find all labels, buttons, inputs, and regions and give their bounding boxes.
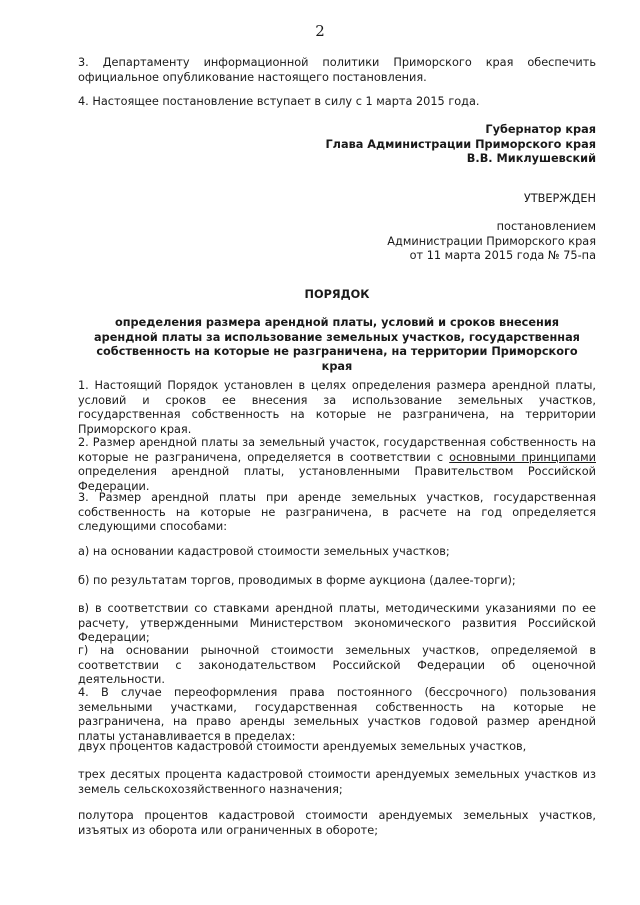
signature-title: Губернатор края — [485, 123, 596, 136]
limit-3: полутора процентов кадастровой стоимости арендуемых земельных участков, изъятых из оборота или ограниченных в обороте; — [78, 809, 596, 837]
page-number: 2 — [315, 22, 325, 40]
paragraph-4: 4. Настоящее постановление вступает в силу с 1 марта 2015 года. — [78, 95, 480, 108]
item-2 — [78, 436, 596, 494]
limit-1: двух процентов кадастровой стоимости арендуемых земельных участков, — [78, 740, 527, 753]
document-subtitle: определения размера арендной платы, условий и сроков внесения арендной платы за использование земельных участков, государственная собственность на которые не разграничена, на территории Приморского края — [94, 316, 580, 373]
item-4: 4. В случае переоформления права постоянного (бессрочного) пользования земельными участками, государственная собственность на которые не разграничена, на право аренды земельных участков годовой размер арендной платы устанавливается в пределах: — [78, 686, 596, 743]
item-3: 3. Размер арендной платы при аренде земельных участков, государственная собственность на которые не разграничена, в расчете на год определяется следующими способами: — [78, 491, 596, 534]
approved-label: УТВЕРЖДЕН — [523, 192, 596, 205]
signature-position: Глава Администрации Приморского края — [325, 137, 596, 151]
item-3-a: а) на основании кадастровой стоимости земельных участков; — [78, 545, 450, 558]
item-2-text-end: определения арендной платы, установленными Правительством Российской Федерации. — [78, 465, 596, 493]
signature-name: В.В. Миклушевский — [466, 152, 596, 166]
item-1: 1. Настоящий Порядок установлен в целях определения размера арендной платы, условий и сроков ее внесения за использование земельных участков, государственная собственность на которые не разграничена, на территории Приморского края. — [78, 379, 596, 436]
approval-line-1: постановлением — [496, 220, 596, 233]
item-3-b: б) по результатам торгов, проводимых в форме аукциона (далее-торги); — [78, 574, 516, 587]
signature-block — [78, 123, 596, 167]
approval-line-3: от 11 марта 2015 года № 75-па — [409, 249, 596, 263]
item-3-v: в) в соответствии со ставками арендной платы, методическими указаниями по ее расчету, утвержденными Министерством экономического развития Российской Федерации; — [78, 602, 596, 645]
approval-line-2: Администрации Приморского края — [387, 234, 596, 248]
basic-principles-link[interactable]: основными принципами — [449, 450, 596, 464]
approval-block — [78, 220, 596, 264]
item-2-text-start: 2. Размер арендной платы за земельный участок, государственная собственность на которые не разграничена, определяется в соответствии с — [78, 436, 596, 464]
limit-2: трех десятых процента кадастровой стоимости арендуемых земельных участков из земель сельскохозяйственного назначения; — [78, 768, 596, 796]
item-3-g: г) на основании рыночной стоимости земельных участков, определяемой в соответствии с законодательством Российской Федерации об оценочной деятельности. — [78, 644, 596, 687]
paragraph-3: 3. Департаменту информационной политики Приморского края обеспечить официальное опубликование настоящего постановления. — [78, 56, 596, 84]
document-title: ПОРЯДОК — [304, 288, 370, 301]
